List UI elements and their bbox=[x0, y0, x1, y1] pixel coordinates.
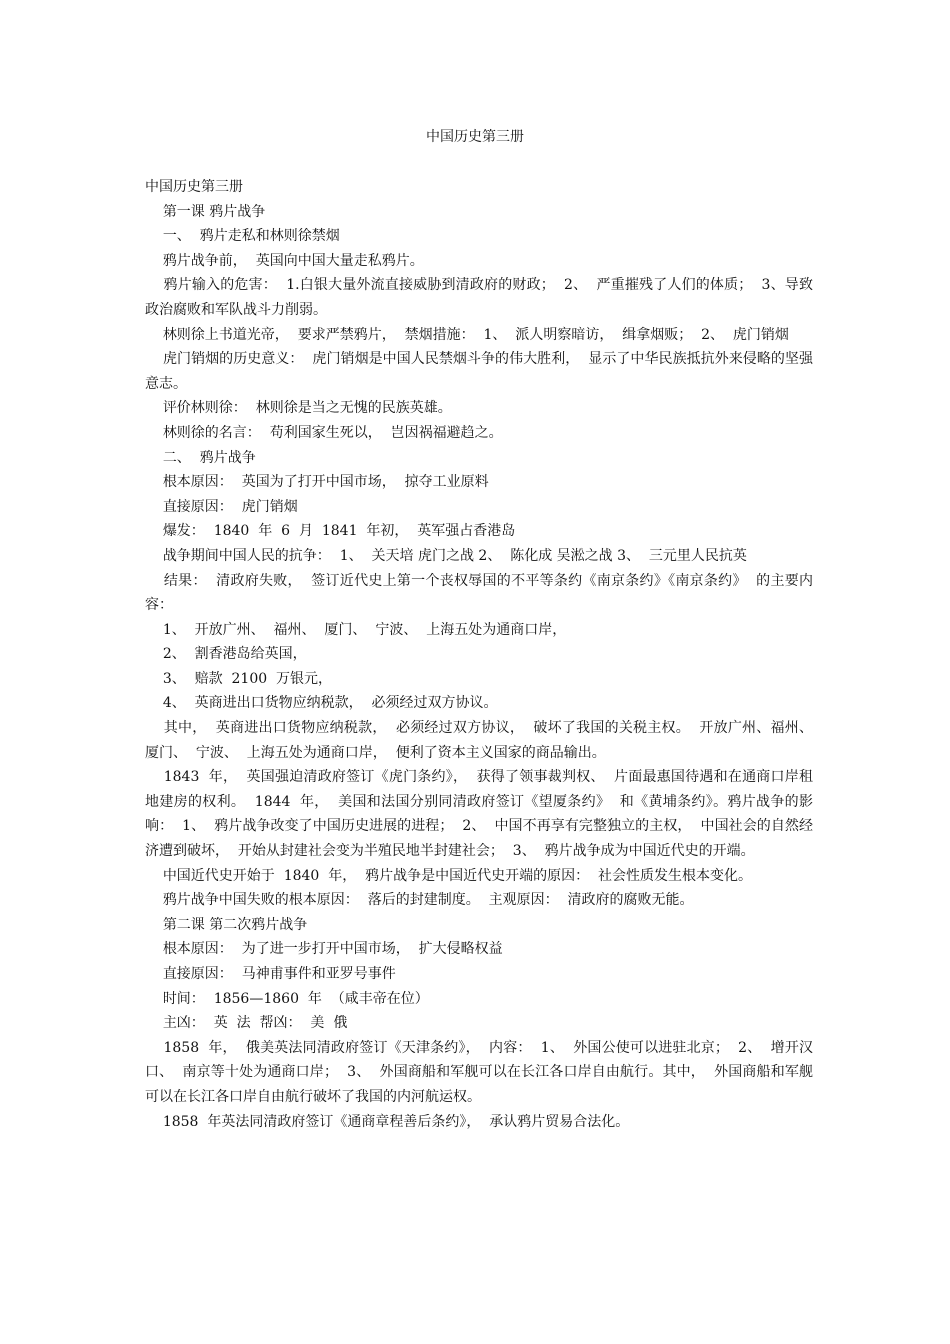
paragraph: 鸦片战争中国失败的根本原因： 落后的封建制度。 主观原因： 清政府的腐败无能。 bbox=[145, 892, 694, 909]
paragraph: 1858 年英法同清政府签订《通商章程善后条约》， 承认鸦片贸易合法化。 bbox=[145, 1113, 630, 1130]
paragraph: 2、 割香港岛给英国， bbox=[145, 646, 307, 663]
paragraph: 爆发： 1840 年 6 月 1841 年初， 英军强占香港岛 bbox=[145, 523, 516, 540]
paragraph: 1843 年， 英国强迫清政府签订《虎门条约》， 获得了领事裁判权、 片面最惠国待遇和在通商口岸租地建房的权利。 1844 年， 美国和法国分别同清政府签订《望厦条约》 和《黄埔条约》。鸦片战争的影响： 1、 鸦片战争改变了中国历史进展的进程； 2、 中国不再享有完整独立的主权， 中国社会的自然经济遭到破坏， 开始从封建社会变为半殖民地半封建社会； 3、 鸦片战争成为中国近代史的开端。 bbox=[145, 769, 813, 860]
paragraph: 1858 年， 俄美英法同清政府签订《天津条约》， 内容： 1、 外国公使可以进驻北京； 2、 增开汉口、 南京等十处为通商口岸； 3、 外国商船和军舰可以在长江各口岸自由航行。其中， 外国商船和军舰可以在长江各口岸自由航行破坏了我国的内河航运权。 bbox=[145, 1039, 813, 1105]
paragraph: 直接原因： 虎门销烟 bbox=[145, 498, 298, 515]
paragraph: 结果： 清政府失败， 签订近代史上第一个丧权辱国的不平等条约《南京条约》《南京条约》 的主要内容： bbox=[145, 572, 813, 614]
paragraph: 1、 开放广州、 福州、 厦门、 宁波、 上海五处为通商口岸， bbox=[145, 621, 567, 638]
paragraph: 根本原因： 为了进一步打开中国市场， 扩大侵略权益 bbox=[145, 941, 503, 958]
paragraph: 二、 鸦片战争 bbox=[145, 449, 256, 466]
paragraph: 直接原因： 马神甫事件和亚罗号事件 bbox=[145, 966, 396, 982]
paragraph: 第二课 第二次鸦片战争 bbox=[145, 916, 308, 933]
page-title: 中国历史第三册 bbox=[426, 129, 524, 145]
paragraph: 根本原因： 英国为了打开中国市场， 掠夺工业原料 bbox=[145, 474, 489, 491]
paragraph: 其中， 英商进出口货物应纳税款， 必须经过双方协议， 破坏了我国的关税主权。 开放广州、福州、 厦门、 宁波、 上海五处为通商口岸， 便利了资本主义国家的商品输出。 bbox=[145, 720, 822, 761]
paragraph: 中国历史第三册 bbox=[145, 179, 243, 195]
paragraph: 一、 鸦片走私和林则徐禁烟 bbox=[145, 228, 340, 245]
document-body bbox=[145, 175, 822, 1134]
paragraph: 中国近代史开始于 1840 年， 鸦片战争是中国近代史开端的原因： 社会性质发生根本变化。 bbox=[145, 867, 753, 884]
paragraph: 林则徐的名言： 苟利国家生死以， 岂因祸福避趋之。 bbox=[145, 424, 503, 441]
paragraph: 3、 赔款 2100 万银元， bbox=[145, 670, 333, 687]
paragraph: 主凶： 英 法 帮凶： 美 俄 bbox=[145, 1015, 348, 1032]
paragraph: 评价林则徐： 林则徐是当之无愧的民族英雄。 bbox=[145, 400, 452, 417]
paragraph: 鸦片输入的危害： 1.白银大量外流直接威胁到清政府的财政； 2、 严重摧残了人们的体质； 3、导致政治腐败和军队战斗力削弱。 bbox=[145, 277, 813, 318]
paragraph: 战争期间中国人民的抗争： 1、 关天培 虎门之战 2、 陈化成 吴淞之战 3、 三元里人民抗英 bbox=[145, 547, 747, 564]
paragraph: 虎门销烟的历史意义： 虎门销烟是中国人民禁烟斗争的伟大胜利， 显示了中华民族抵抗外来侵略的坚强意志。 bbox=[145, 351, 813, 392]
paragraph: 第一课 鸦片战争 bbox=[145, 203, 266, 220]
paragraph: 鸦片战争前， 英国向中国大量走私鸦片。 bbox=[145, 252, 424, 269]
paragraph: 时间： 1856—1860 年 （咸丰帝在位） bbox=[145, 990, 429, 1007]
paragraph: 4、 英商进出口货物应纳税款， 必须经过双方协议。 bbox=[145, 695, 498, 712]
paragraph: 林则徐上书道光帝， 要求严禁鸦片， 禁烟措施： 1、 派人明察暗访， 缉拿烟贩； 2、 虎门销烟 bbox=[145, 326, 789, 343]
